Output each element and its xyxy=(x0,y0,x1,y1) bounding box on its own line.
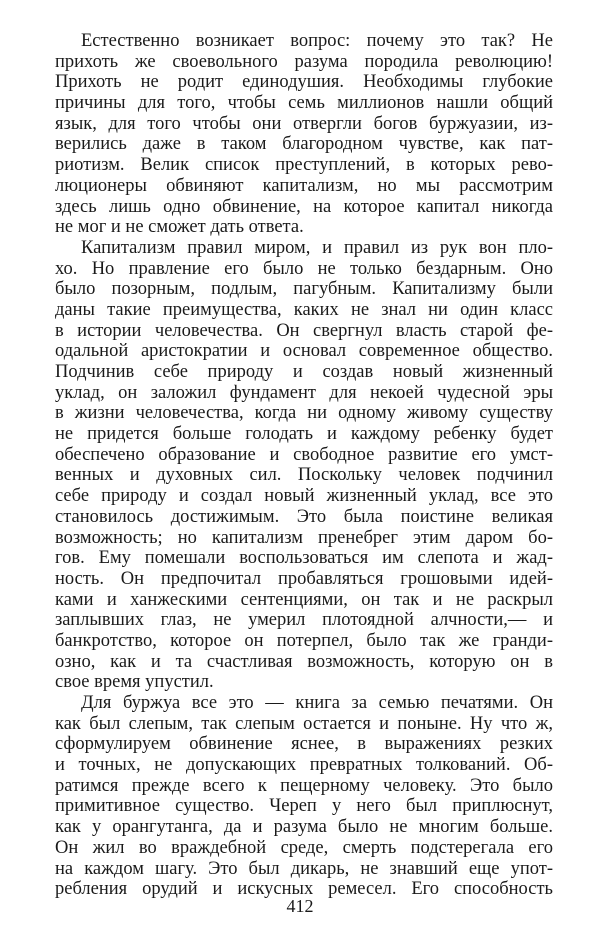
text-line: примитивное существо. Череп у него был приплюснут, xyxy=(55,796,553,817)
page-number: 412 xyxy=(286,896,314,916)
text-line: ками и ханжескими сентенциями, он так и не раскрыл xyxy=(55,589,553,610)
paragraph xyxy=(55,238,553,693)
text-line: Капитализм правил миром, и правил из рук вон пло- xyxy=(81,237,553,258)
text-line: как у орангутанга, да и разума было не многим больше. xyxy=(55,817,553,838)
text-line: как был слепым, так слепым остается и поныне. Ну что ж, xyxy=(55,713,553,734)
text-line: язык, для того чтобы они отвергли богов буржуазии, из- xyxy=(55,113,553,134)
text-line: себе природу и создал новый жизненный уклад, все это xyxy=(55,486,553,507)
text-line: Прихоть не родит единодушия. Необходимы глубокие xyxy=(55,72,553,93)
text-line: становилось достижимым. Это была поистине великая xyxy=(55,506,553,527)
text-line: свое время упустил. xyxy=(55,672,214,693)
text-line: хо. Но правление его было не только бездарным. Оно xyxy=(55,258,553,279)
text-line: одальной аристократии и основал современное общество. xyxy=(55,341,553,362)
text-line: Для буржуа все это — книга за семью печатями. Он xyxy=(81,693,553,713)
text-line: сформулируем обвинение яснее, в выражениях резких xyxy=(55,734,553,755)
text-line: в жизни человечества, когда ни одному живому существу xyxy=(55,403,553,424)
text-line: верились даже в таком благородном чувстве, как пат- xyxy=(55,134,553,155)
text-line: озно, как и та счастливая возможность, которую он в xyxy=(55,651,553,672)
text-line: ребления орудий и искусных ремесел. Его способность xyxy=(55,879,553,900)
text-line: банкротство, которое он потерпел, было так же гранди- xyxy=(55,630,553,651)
text-line: ратимся прежде всего к пещерному человеку. Это было xyxy=(55,775,553,796)
text-line: гов. Ему помешали воспользоваться им слепота и жад- xyxy=(55,548,553,569)
text-line: ность. Он предпочитал пробавляться грошовыми идей- xyxy=(55,568,553,589)
text-line: Он жил во враждебной среде, смерть подстерегала его xyxy=(55,837,553,858)
text-line: риотизм. Велик список преступлений, в которых рево- xyxy=(55,155,553,176)
text-line: на каждом шагу. Это был дикарь, не знавший еще упот- xyxy=(55,858,553,879)
text-line: заплывших глаз, не умерил плотоядной алчности,— и xyxy=(55,610,553,631)
paragraph xyxy=(55,693,553,900)
text-line: причины для того, чтобы семь миллионов нашли общий xyxy=(55,93,553,114)
text-line: не мог и не сможет дать ответа. xyxy=(55,217,304,238)
text-line: венных и духовных сил. Поскольку человек подчинил xyxy=(55,465,553,486)
text-line: возможность; но капитализм пренебрег этим даром бо- xyxy=(55,527,553,548)
text-line: люционеры обвиняют капитализм, но мы рассмотрим xyxy=(55,175,553,196)
text-line: в истории человечества. Он свергнул власть старой фе- xyxy=(55,320,553,341)
text-line: уклад, он заложил фундамент для некоей чудесной эры xyxy=(55,382,553,403)
text-line: обеспечено образование и свободное развитие его умст- xyxy=(55,444,553,465)
paragraph xyxy=(55,31,553,238)
text-line: даны такие преимущества, каких не знал ни один класс xyxy=(55,299,553,320)
page-body xyxy=(55,31,553,900)
text-line: здесь лишь одно обвинение, на которое капитал никогда xyxy=(55,196,553,217)
text-line: прихоть же своевольного разума породила революцию! xyxy=(55,51,553,72)
text-line: не придется больше голодать и каждому ребенку будет xyxy=(55,424,553,445)
text-line: и точных, не допускающих превратных толкований. Об- xyxy=(55,755,553,776)
text-line: Подчинив себе природу и создав новый жизненный xyxy=(55,362,553,382)
text-line: Естественно возникает вопрос: почему это так? Не xyxy=(81,31,553,51)
text-line: было позорным, подлым, пагубным. Капитализму были xyxy=(55,279,553,300)
